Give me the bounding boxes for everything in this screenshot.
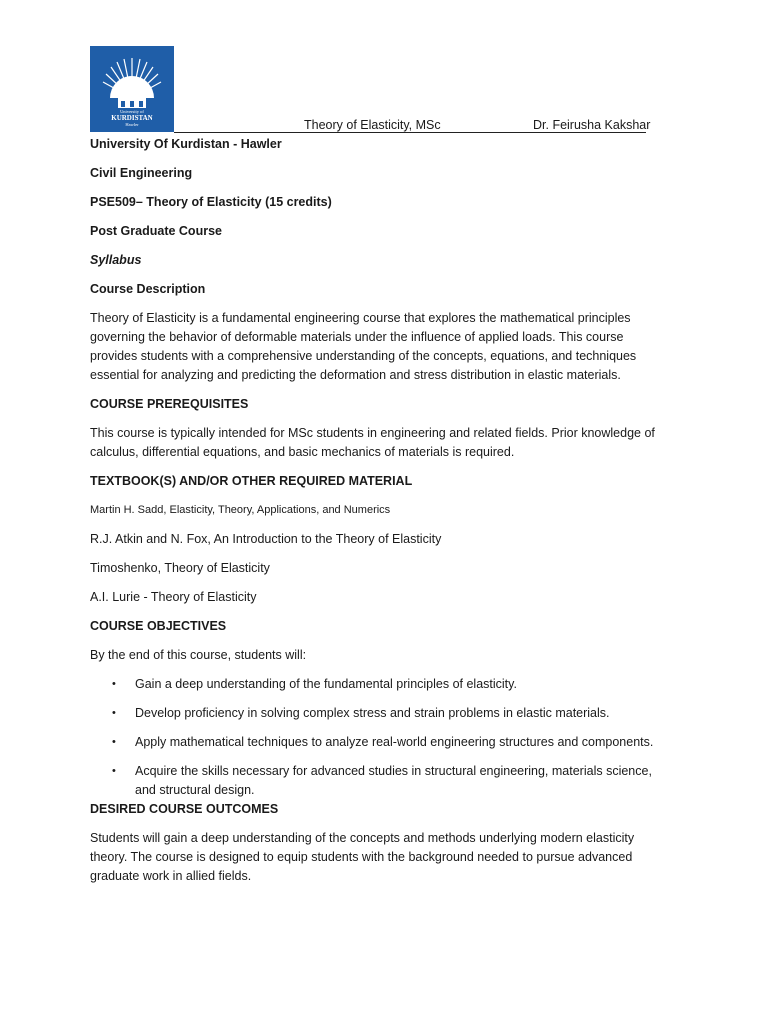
logo-line-1: University of — [120, 109, 144, 114]
outcomes-heading: DESIRED COURSE OUTCOMES — [90, 802, 279, 816]
university-name: University Of Kurdistan - Hawler — [90, 137, 282, 151]
prerequisites-text: This course is typically intended for MSc students in engineering and related fields. Prior knowledge of calculus, differential equations, and basic mechanics of materials is required. — [90, 426, 655, 459]
header-divider — [174, 132, 646, 133]
description-heading: Course Description — [90, 282, 206, 296]
university-logo — [90, 46, 174, 132]
objective-text: Develop proficiency in solving complex stress and strain problems in elastic materials. — [135, 706, 610, 720]
objective-text: Gain a deep understanding of the fundamental principles of elasticity. — [135, 677, 517, 691]
textbook-item: A.I. Lurie - Theory of Elasticity — [90, 590, 257, 604]
objective-text: Acquire the skills necessary for advanced studies in structural engineering, materials science, and structural design. — [135, 764, 652, 797]
list-item — [90, 762, 670, 800]
course-code: PSE509– Theory of Elasticity (15 credits) — [90, 195, 332, 209]
course-level: Post Graduate Course — [90, 224, 222, 238]
sunrise-emblem-icon — [90, 46, 174, 132]
header-course-title: Theory of Elasticity, MSc — [304, 118, 441, 132]
objectives-intro: By the end of this course, students will: — [90, 648, 307, 662]
list-item — [90, 675, 670, 694]
bullet-icon: • — [112, 765, 116, 777]
objective-text: Apply mathematical techniques to analyze real-world engineering structures and components. — [135, 735, 654, 749]
document-body — [90, 135, 670, 886]
outcomes-text: Students will gain a deep understanding of the concepts and methods underlying modern elasticity theory. The course is designed to equip students with the background needed to pursue advanced graduate work in allied fields. — [90, 831, 635, 883]
bullet-icon: • — [112, 678, 116, 690]
description-text: Theory of Elasticity is a fundamental engineering course that explores the mathematical principles governing the behavior of deformable materials under the influence of applied loads. This course provides students with a comprehensive understanding of the concepts, equations, and techniques essential for analyzing and predicting the deformation and stress distribution in elastic materials. — [90, 311, 637, 382]
textbooks-heading: TEXTBOOK(S) AND/OR OTHER REQUIRED MATERIAL — [90, 474, 413, 488]
textbook-item: Timoshenko, Theory of Elasticity — [90, 561, 270, 575]
syllabus-label: Syllabus — [90, 253, 142, 267]
objectives-list — [90, 675, 670, 800]
logo-line-2: KURDISTAN — [111, 114, 153, 122]
list-item — [90, 733, 670, 752]
list-item — [90, 704, 670, 723]
bullet-icon: • — [112, 707, 116, 719]
prerequisites-heading: COURSE PREREQUISITES — [90, 397, 249, 411]
textbook-item: R.J. Atkin and N. Fox, An Introduction to the Theory of Elasticity — [90, 532, 442, 546]
textbook-item: Martin H. Sadd, Elasticity, Theory, Applications, and Numerics — [90, 504, 391, 516]
bullet-icon: • — [112, 736, 116, 748]
objectives-heading: COURSE OBJECTIVES — [90, 619, 227, 633]
logo-line-3: Hawler — [125, 122, 139, 127]
department-name: Civil Engineering — [90, 166, 193, 180]
header-author: Dr. Feirusha Kakshar — [533, 118, 651, 132]
